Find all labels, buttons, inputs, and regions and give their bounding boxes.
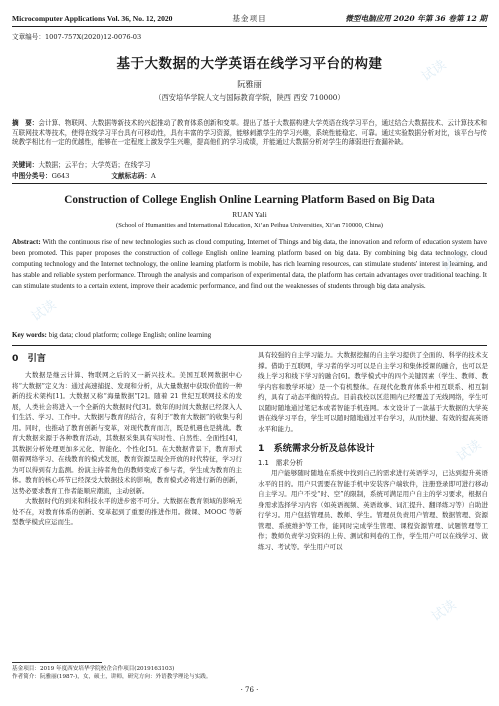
header-fund-tag: 基金项目 <box>232 13 267 23</box>
watermark: 试读 <box>419 57 450 85</box>
keywords-en <box>12 331 487 339</box>
intro-paragraph-2: 大数据时代的到来和科技水平的进步密不可分。大数据在教育领域的影响无处不在，对教育体系的创新、变革起到了重要的推进作用。微课、MOOC 等新型教学模式应运而生。 <box>12 497 242 526</box>
keywords-en-label: Key words: <box>12 331 47 339</box>
footnote-fund: 基金项目：2019 年度西安培华学院校企合作项目(2019163103) <box>12 666 175 672</box>
keywords-cn-label: 关键词： <box>12 161 39 169</box>
classification-line <box>12 170 212 180</box>
subsection-heading-needs: 1.1 需求分析 <box>258 459 303 467</box>
clc-value: G643 <box>51 172 70 180</box>
author-en: RUAN Yali <box>232 210 267 219</box>
watermark: 试读 <box>29 297 60 325</box>
right-column <box>258 350 488 552</box>
abstract-en-text: With the continuous rise of new technologies such as cloud computing, Internet of Things and big data, the innovation and reform of education system have been promoted. This paper proposes the construction of college English online learning platform based on big data. By combining big data technology, cloud computing technology and the Internet technology, the online learning platform is mobile, has rich learning resources, can stimulate students' interest in learning, and has stable and reliable system performance. Through the analysis and comparison of experimental data, the platform has certain advantages over traditional teaching. It can stimulate students to a certain extent, improve their academic performance, and find out the weaknesses of students through big data analysis. <box>12 238 487 290</box>
affiliation-en: (School of Humanities and International Education, Xi’an Peihua Universities, Xi’an 710000, China) <box>116 222 383 229</box>
article-number: 文章编号：1007-757X(2020)12-0076-03 <box>12 33 142 41</box>
doc-code-label: 文献标志码： <box>111 172 151 180</box>
footnote <box>12 665 242 681</box>
running-header <box>12 10 487 27</box>
watermark: 试读 <box>429 597 460 625</box>
page-title: 基于大数据的大学英语在线学习平台的构建 <box>116 56 383 72</box>
keywords-en-text: big data; cloud platform; college English; online learning <box>48 331 212 339</box>
divider <box>12 183 487 184</box>
watermark: 试读 <box>439 247 470 275</box>
footnote-divider <box>12 662 102 663</box>
abstract-en <box>12 237 487 292</box>
header-journal-cn: 微型电脑应用 2020 年第 36 卷第 12 期 <box>345 13 487 23</box>
author-cn: 阮雅丽 <box>237 79 262 89</box>
section-heading-requirements: 1 系统需求分析及总体设计 <box>258 443 375 454</box>
doc-code-value: A <box>150 172 156 180</box>
footnote-author-bio: 作者简介：阮雅丽(1987-)，女，硕士，讲师，研究方向：外语教学理论与实践。 <box>12 674 212 681</box>
abstract-cn-label: 摘 要： <box>12 119 39 127</box>
title-en: Construction of College English Online Learning Platform Based on Big Data <box>64 194 435 206</box>
affiliation-cn: （西安培华学院人文与国际教育学院，陕西 西安 710000） <box>154 93 345 102</box>
watermark: 试读 <box>454 437 485 465</box>
keywords-cn-text: 大数据；云平台；大学英语；在线学习 <box>38 161 151 169</box>
header-journal-en: Microcomputer Applications Vol. 36, No. 12, 2020 <box>12 13 173 23</box>
left-column <box>12 350 242 528</box>
clc-label: 中图分类号： <box>12 172 52 180</box>
divider <box>12 345 487 346</box>
abstract-cn <box>12 119 487 148</box>
needs-paragraph: 用户能够随时随地在系统中找到自己的需求进行英语学习，已达到提升英语水平的目的。用户只需要在智能手机中安装客户端软件，注册登录即可进行移动自主学习。用户不受“时、空”的限制，系统可满足用户自主的学习要求，根据自身需求选择学习内容（如英语视频、英语故事、词汇提升、翻译练习等）自助进行学习。用户包括管理员、教师、学生。管理员负责用户管理、数据管理、资源管理、系统维护等工作，能同时完成学生管理、课程资源管理、试题管理等工作；教师负责学习资料的上传、测试和判卷的工作，学生用户可以在线学习、做练习、考试等。学生用户可以 <box>258 469 488 551</box>
abstract-cn-text: 会计算、物联网、大数据等新技术的兴起推动了教育体系创新和变革。提出了基于大数据构建大学英语在线学习平台，通过结合大数据技术、云计算技术和互联网技术等技术，使得在线学习平台具有可移动性，具有丰富的学习资源，能够刺激学生的学习兴趣，系统性能稳定、可靠。通过实验数据分析对比，该平台与传统教学相比有一定的优越性，能够在一定程度上激发学生兴趣，提高他们的学习成绩，并能通过大数据分析对学生的薄弱进行查漏补缺。 <box>12 119 487 147</box>
abstract-en-label: Abstract: <box>12 238 41 246</box>
page-number: · 76 · <box>240 686 259 694</box>
keywords-cn <box>12 159 150 169</box>
continued-paragraph: 具有较强的自主学习能力。大数据挖掘的自主学习提供了全面的、科学的技术支撑。借助于互联网，学习者的学习可以是自主学习和集体授课的融合，也可以是线上学习和线下学习的融合[6]。教学模式中的四个关键因素（学生、教师、教学内容和教学环境）是一个有机整体。在现代化教育体系中相互联系、相互制约，具有了动态平衡的特点。目前我校以区范围内已经覆盖了无线网络，学生可以随时随地通过笔记本或者智能手机连网。本文设计了一款基于大数据的大学英语在线学习平台，学生可以随时随地通过平台学习，从而快捷、有效的提高英语水平和能力。 <box>258 351 488 433</box>
section-heading-intro: 0 引言 <box>12 353 46 364</box>
intro-paragraph-1: 大数据是继云计算、物联网之后的又一新兴技术。美国互联网数据中心将“大数据”定义为：通过高速捕捉、发现和分析，从大量数据中获取价值的一种新的技术架构[1]。大数据又称“海量数据”[2]。随着 21 世纪互联网技术的发展，人类社会将进入一个全新的大数据时代[3]。数年的时间大数据已经深入人们生活、学习、工作中。大数据与教育的结合，有利于“教育大数据”的收集与利用。同时，也推动了教育创新与变革，对现代教育而言，既是机遇也是挑战。教育大数据来源于各种教育活动，其数据采集具有实时性、自然性、全面性[4]，其数据分析处理更加多元化、智能化、个性化[5]。在大数据背景下，教育形式朝着网络学习、在线教育的模式发展，教育资源呈现全开放的时代特征，学习行为可以得到有力监测。扮演主持者角色的教师变成了参与者，学生成为教育的主体。教育的核心环节已经深受大数据技术的影响，教育模式必将进行新的创新，这势必要求教育工作者能顺应潮流，主动创新。 <box>12 371 242 495</box>
